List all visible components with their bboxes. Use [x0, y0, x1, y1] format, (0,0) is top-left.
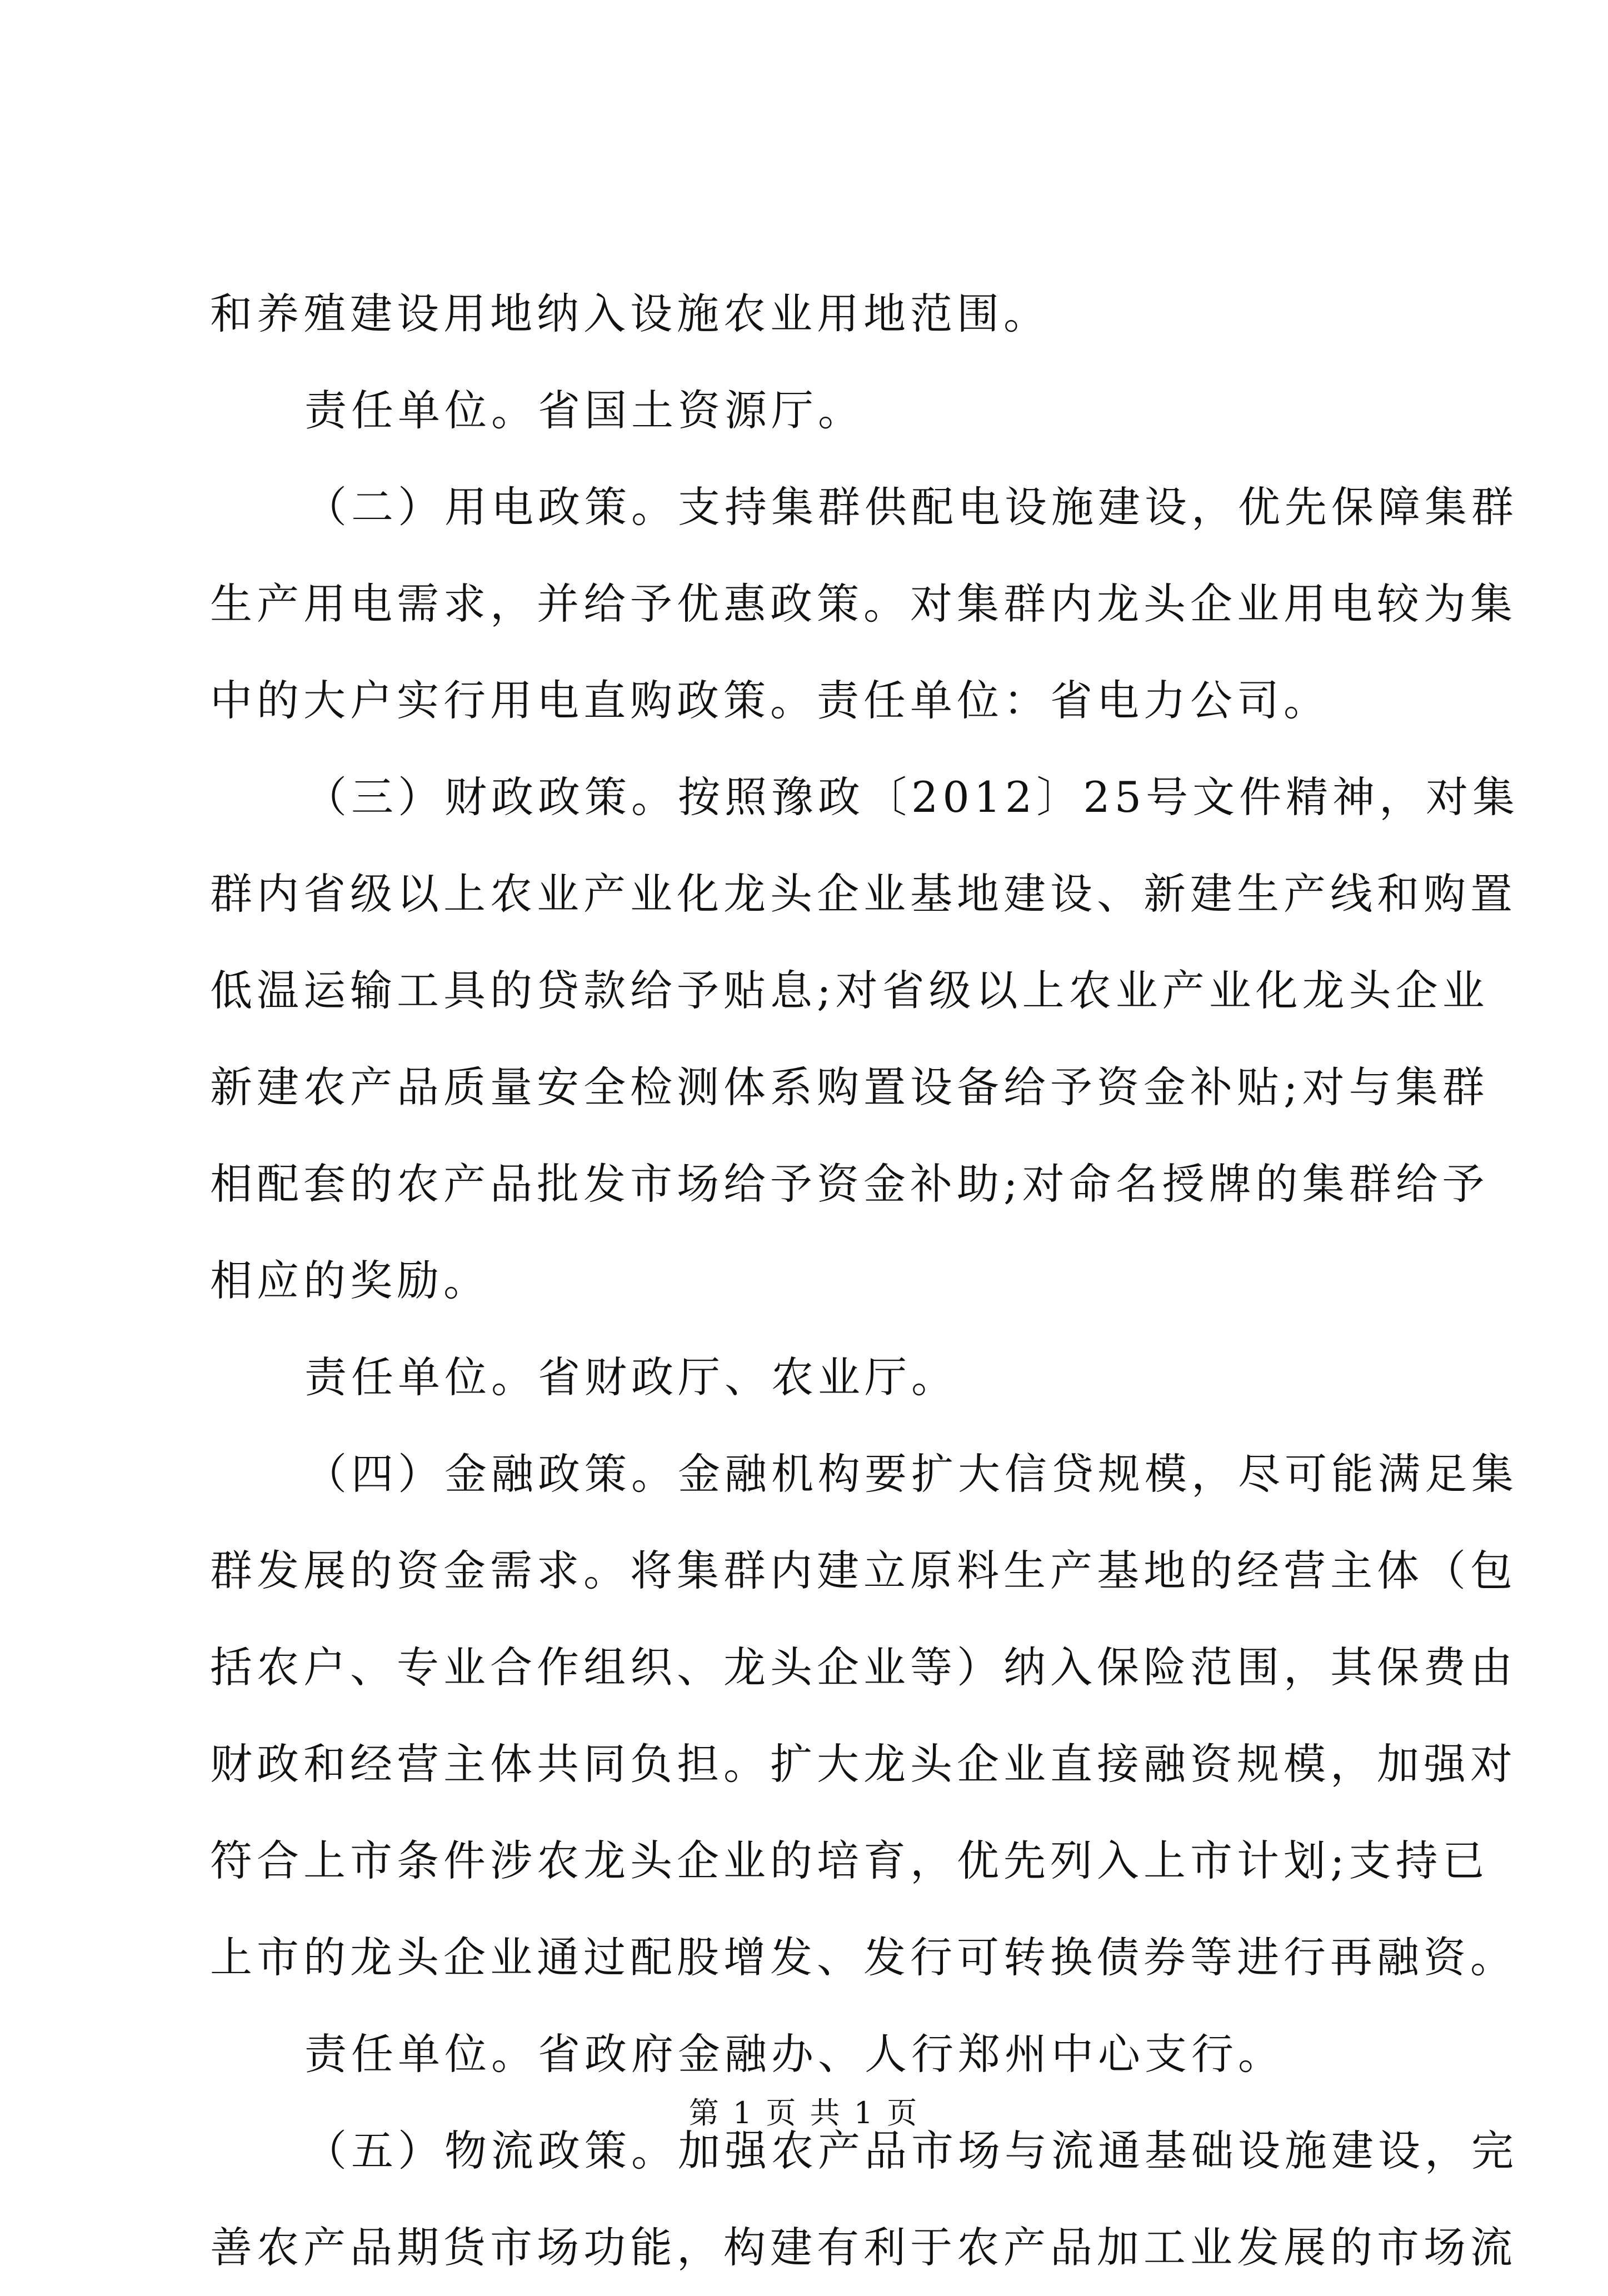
paragraph-line: 财政和经营主体共同负担。扩大龙头企业直接融资规模，加强对: [210, 1739, 1517, 1789]
paragraph-line: 低温运输工具的贷款给予贴息;对省级以上农业产业化龙头企业: [210, 966, 1489, 1015]
paragraph-line: 符合上市条件涉农龙头企业的培育，优先列入上市计划;支持已: [210, 1836, 1489, 1885]
page-footer: 第 1 页 共 1 页: [688, 2095, 920, 2130]
paragraph-line: （五）物流政策。加强农产品市场与流通基础设施建设，完: [304, 2126, 1518, 2175]
paragraph-line: 新建农产品质量安全检测体系购置设备给予资金补贴;对与集群: [210, 1062, 1489, 1112]
paragraph-line: 括农户、专业合作组织、龙头企业等）纳入保险范围，其保费由: [210, 1643, 1517, 1692]
paragraph-line: 群内省级以上农业产业化龙头企业基地建设、新建生产线和购置: [210, 869, 1517, 919]
paragraph-line: 中的大户实行用电直购政策。责任单位：省电力公司。: [210, 676, 1330, 725]
paragraph-line: 责任单位。省财政厅、农业厅。: [304, 1352, 958, 1402]
paragraph-line: 生产用电需求，并给予优惠政策。对集群内龙头企业用电较为集: [210, 579, 1517, 628]
paragraph-line: 和养殖建设用地纳入设施农业用地范围。: [210, 289, 1050, 338]
document-body: [210, 266, 1520, 2296]
paragraph-line: 相配套的农产品批发市场给予资金补助;对命名授牌的集群给予: [210, 1159, 1489, 1209]
paragraph-line: 责任单位。省政府金融办、人行郑州中心支行。: [304, 2029, 1285, 2079]
paragraph-line: 上市的龙头企业通过配股增发、发行可转换债券等进行再融资。: [210, 1933, 1517, 1982]
paragraph-line: （二）用电政策。支持集群供配电设施建设，优先保障集群: [304, 482, 1518, 532]
paragraph-line: （四）金融政策。金融机构要扩大信贷规模，尽可能满足集: [304, 1449, 1518, 1499]
paragraph-line: 善农产品期货市场功能，构建有利于农产品加工业发展的市场流: [210, 2223, 1517, 2272]
paragraph-line: 责任单位。省国土资源厅。: [304, 386, 865, 435]
paragraph-line: （三）财政政策。按照豫政〔2012〕25号文件精神，对集: [304, 772, 1520, 822]
paragraph-line: 相应的奖励。: [210, 1256, 490, 1305]
paragraph-line: 群发展的资金需求。将集群内建立原料生产基地的经营主体（包: [210, 1546, 1517, 1595]
